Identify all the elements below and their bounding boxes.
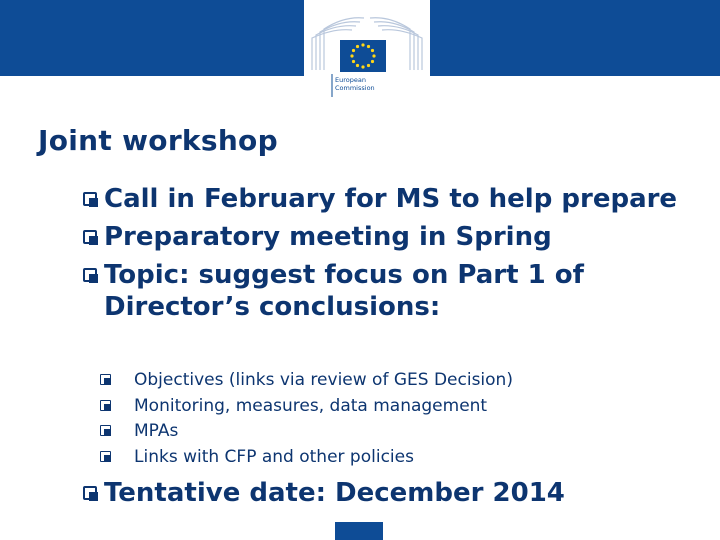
sub-bullet-item [100,445,660,471]
sub-bullet-list [100,368,660,470]
hollow-square-bullet-icon [100,451,111,462]
logo-text-line1: European [335,76,366,84]
sub-bullet-item [100,394,660,420]
sub-bullet-item [100,368,660,394]
logo-area [304,0,430,102]
sub-bullet-text: Objectives (links via review of GES Decision) [134,370,513,390]
bullet-text: Preparatory meeting in Spring [104,222,552,252]
logo-text-line2: Commission [335,84,375,92]
bullet-text: Topic: suggest focus on Part 1 of Director’s conclusions: [104,260,584,322]
bullet-text: Tentative date: December 2014 [104,478,565,508]
hollow-square-bullet-icon [83,230,97,244]
sub-bullet-text: Monitoring, measures, data management [134,395,488,416]
footer-bar [335,522,383,540]
hollow-square-bullet-icon [83,268,97,282]
hollow-square-bullet-icon [100,374,111,385]
hollow-square-bullet-icon [83,486,97,500]
sub-bullet-item [100,419,660,445]
bullet-item [82,183,682,215]
hollow-square-bullet-icon [100,425,111,436]
bullet-text: Call in February for MS to help prepare [104,184,678,214]
sub-bullet-text: Links with CFP and other policies [134,446,414,467]
hollow-square-bullet-icon [83,192,97,206]
sub-bullet-text: MPAs [134,421,179,441]
final-bullet-list [82,477,702,515]
bullet-item [82,221,682,253]
hollow-square-bullet-icon [100,400,111,411]
bullet-item [82,259,682,323]
slide-title: Joint workshop [38,124,278,157]
bullet-item [82,477,702,509]
main-bullet-list [82,183,682,329]
